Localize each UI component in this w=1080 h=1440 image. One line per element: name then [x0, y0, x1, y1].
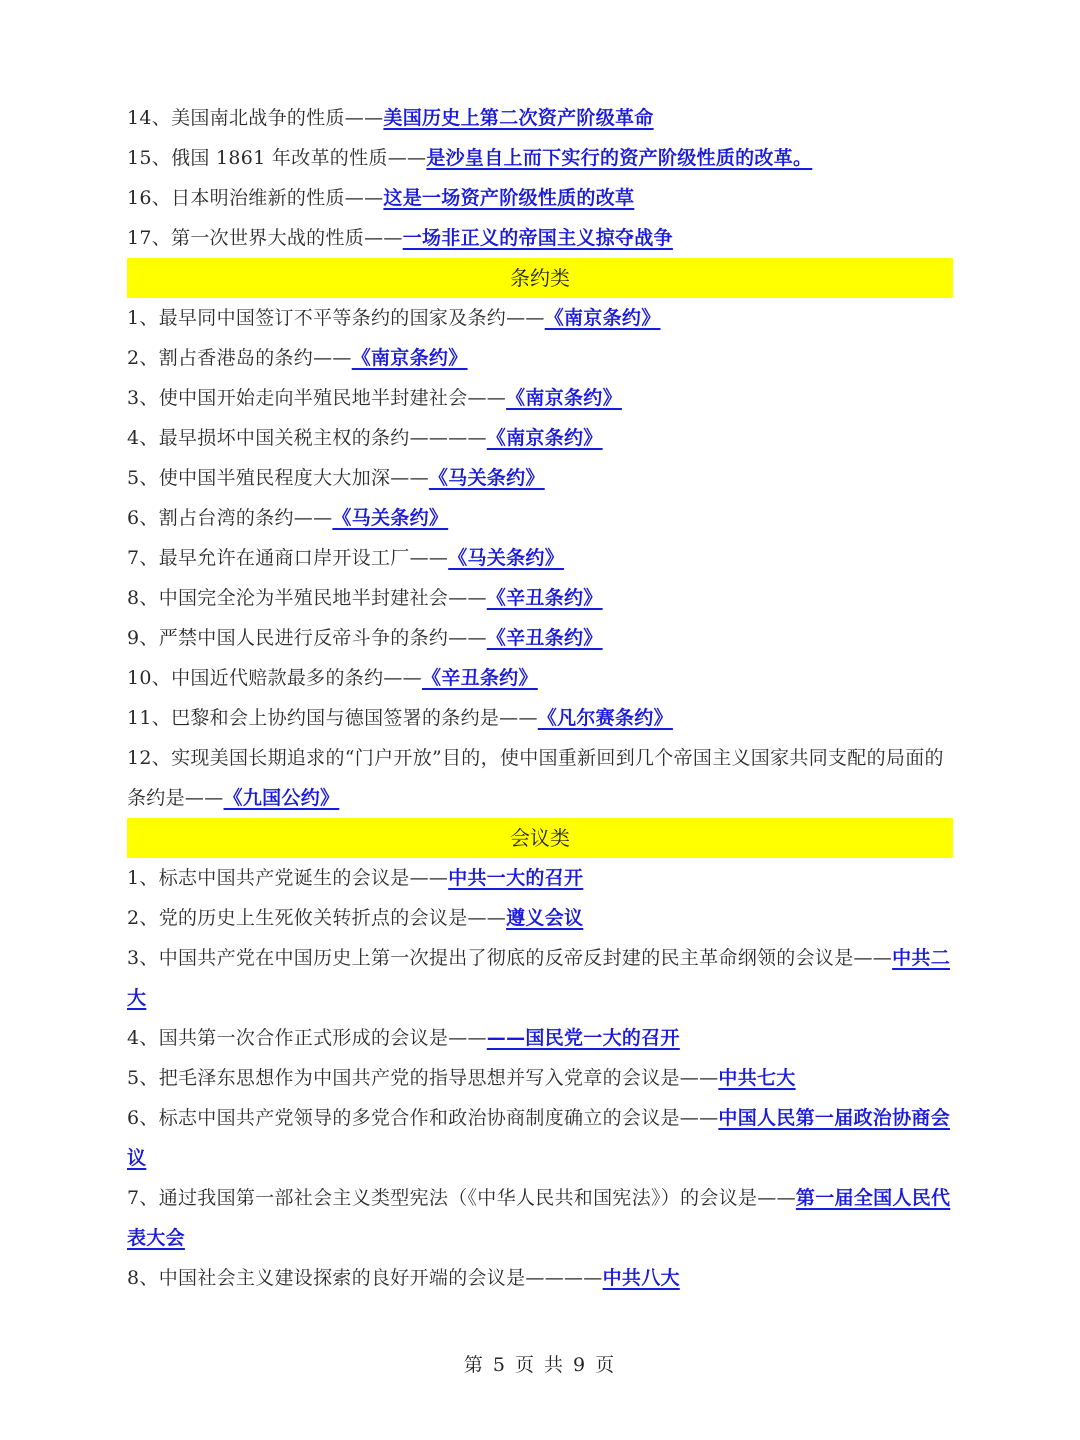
list-item	[127, 1178, 953, 1258]
question-text: 8、中国完全沦为半殖民地半封建社会——	[127, 587, 487, 609]
answer-text: 《马关条约》	[448, 547, 565, 569]
list-item	[127, 338, 953, 378]
answer-text: 是沙皇自上而下实行的资产阶级性质的改革。	[426, 147, 813, 169]
question-text: 7、最早允许在通商口岸开设工厂——	[127, 547, 449, 569]
question-text: 3、中国共产党在中国历史上第一次提出了彻底的反帝反封建的民主革命纲领的会议是——	[127, 947, 893, 969]
question-text: 7、通过我国第一部社会主义类型宪法（《中华人民共和国宪法》）的会议是——	[127, 1187, 796, 1209]
list-item	[127, 858, 953, 898]
answer-text: 第一届全国人民代表大会	[127, 1187, 951, 1249]
list-item	[127, 698, 953, 738]
list-item	[127, 178, 953, 218]
answer-text: 中共二大	[127, 947, 950, 1009]
answer-text: 《马关条约》	[428, 467, 545, 489]
list-item	[127, 738, 953, 818]
list-item	[127, 1258, 953, 1298]
list-item	[127, 218, 953, 258]
list-item	[127, 378, 953, 418]
question-text: 9、严禁中国人民进行反帝斗争的条约——	[127, 627, 487, 649]
list-item	[127, 418, 953, 458]
list-item	[127, 898, 953, 938]
answer-text: ——国民党一大的召开	[486, 1027, 680, 1049]
answer-text: 《南京条约》	[351, 347, 468, 369]
question-text: 2、党的历史上生死攸关转折点的会议是——	[127, 907, 507, 929]
list-item	[127, 98, 953, 138]
list-item	[127, 618, 953, 658]
answer-text: 《辛丑条约》	[421, 667, 538, 689]
answer-text: 《辛丑条约》	[486, 587, 603, 609]
list-item	[127, 298, 953, 338]
answer-text: 中共一大的召开	[448, 867, 584, 889]
answer-text: 一场非正义的帝国主义掠夺战争	[402, 227, 673, 249]
question-text: 15、俄国 1861 年改革的性质——	[127, 147, 427, 169]
answer-text: 中共七大	[718, 1067, 796, 1089]
answer-text: 中国人民第一届政治协商会议	[127, 1107, 950, 1169]
question-text: 5、把毛泽东思想作为中国共产党的指导思想并写入党章的会议是——	[127, 1067, 719, 1089]
answer-text: 遵义会议	[506, 907, 584, 929]
question-text: 1、最早同中国签订不平等条约的国家及条约——	[127, 307, 545, 329]
question-text: 6、割占台湾的条约——	[127, 507, 333, 529]
list-item	[127, 1018, 953, 1058]
section-header-meeting: 会议类	[127, 818, 953, 858]
answer-text: 中共八大	[602, 1267, 680, 1289]
question-text: 5、使中国半殖民程度大大加深——	[127, 467, 429, 489]
question-text: 14、美国南北战争的性质——	[127, 107, 384, 129]
list-item	[127, 658, 953, 698]
answer-text: 《凡尔赛条约》	[537, 707, 673, 729]
answer-text: 《南京条约》	[544, 307, 661, 329]
answer-text: 《南京条约》	[486, 427, 603, 449]
list-item	[127, 138, 953, 178]
list-item	[127, 1058, 953, 1098]
answer-text: 这是一场资产阶级性质的改草	[383, 187, 635, 209]
question-text: 6、标志中国共产党领导的多党合作和政治协商制度确立的会议是——	[127, 1107, 719, 1129]
question-text: 8、中国社会主义建设探索的良好开端的会议是————	[127, 1267, 603, 1289]
list-item	[127, 578, 953, 618]
question-text: 17、第一次世界大战的性质——	[127, 227, 403, 249]
page-number-footer: 第 5 页 共 9 页	[463, 1354, 617, 1376]
list-item	[127, 1098, 953, 1178]
question-text: 1、标志中国共产党诞生的会议是——	[127, 867, 449, 889]
question-text: 3、使中国开始走向半殖民地半封建社会——	[127, 387, 507, 409]
question-text: 10、中国近代赔款最多的条约——	[127, 667, 422, 689]
answer-text: 《辛丑条约》	[486, 627, 603, 649]
question-text: 16、日本明治维新的性质——	[127, 187, 384, 209]
question-text: 12、实现美国长期追求的“门户开放”目的，使中国重新回到几个帝国主义国家共同支配的局面的条约是——	[127, 747, 944, 809]
list-item	[127, 498, 953, 538]
question-text: 4、最早损坏中国关税主权的条约————	[127, 427, 487, 449]
answer-text: 《马关条约》	[332, 507, 449, 529]
question-text: 2、割占香港岛的条约——	[127, 347, 352, 369]
list-item	[127, 938, 953, 1018]
list-item	[127, 538, 953, 578]
answer-text: 《九国公约》	[223, 787, 340, 809]
answer-text: 《南京条约》	[506, 387, 622, 409]
answer-text: 美国历史上第二次资产阶级革命	[383, 107, 654, 129]
content-body	[127, 98, 953, 1298]
list-item	[127, 458, 953, 498]
question-text: 4、国共第一次合作正式形成的会议是——	[127, 1027, 487, 1049]
section-header-treaty: 条约类	[127, 258, 953, 298]
question-text: 11、巴黎和会上协约国与德国签署的条约是——	[127, 707, 538, 729]
